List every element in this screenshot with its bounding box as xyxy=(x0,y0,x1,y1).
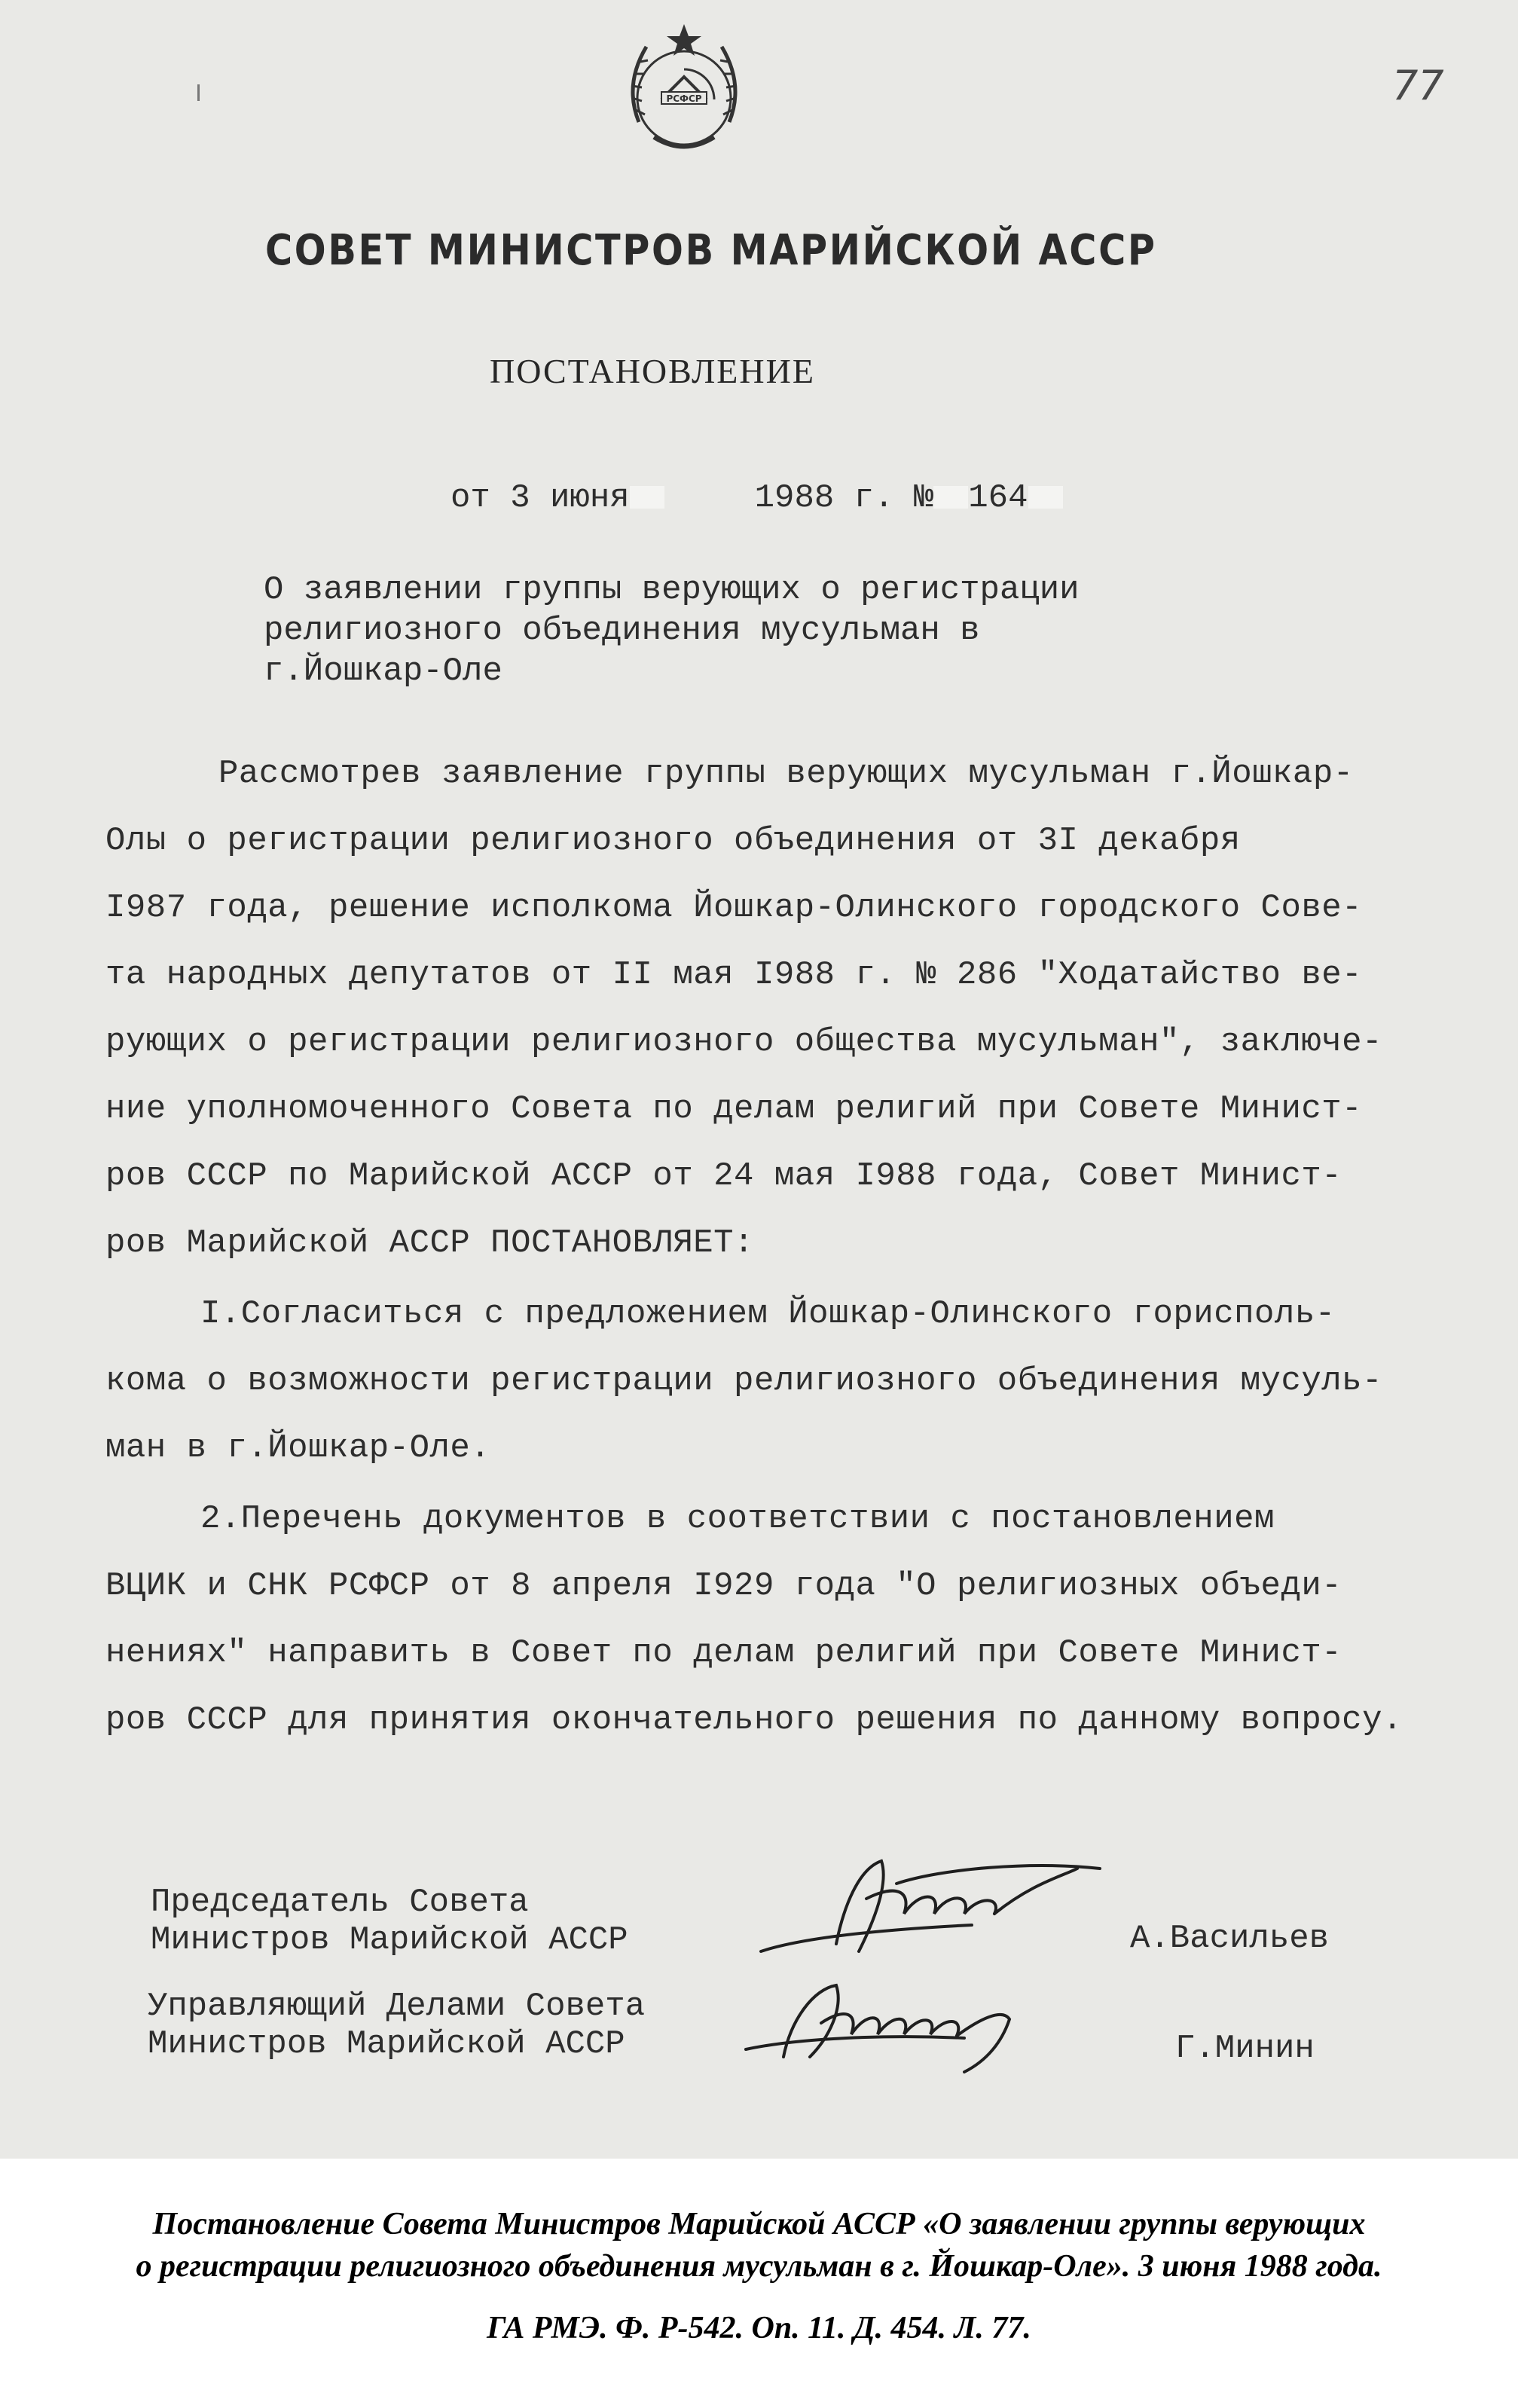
margin-mark xyxy=(197,84,200,101)
archive-source: ГА РМЭ. Ф. Р-542. Оп. 11. Д. 454. Л. 77. xyxy=(487,2311,1031,2345)
signatory-title-line: Председатель Совета xyxy=(151,1884,529,1921)
signature-minin-icon xyxy=(738,1966,1100,2079)
redaction-blot xyxy=(933,486,968,509)
body-line: I987 года, решение исполкома Йошкар-Олинского городского Сове- xyxy=(105,889,1363,927)
body-line: ров СССР по Марийской АССР от 24 мая I988 года, Совет Минист- xyxy=(105,1157,1342,1195)
body-line: Олы о регистрации религиозного объединения от 3I декабря xyxy=(105,822,1241,860)
signatory-title-line: Управляющий Делами Совета xyxy=(148,1988,646,2025)
subject-line: религиозного объединения мусульман в xyxy=(264,612,980,649)
signatory-name: Г.Минин xyxy=(1175,2030,1315,2067)
signatory-title-line: Министров Марийской АССР xyxy=(148,2025,625,2063)
body-line: нениях" направить в Совет по делам религий при Совете Минист- xyxy=(105,1634,1342,1672)
date-text: от 3 июня xyxy=(451,479,630,517)
svg-text:РСФСР: РСФСР xyxy=(666,93,702,104)
redaction-blot xyxy=(1028,486,1063,509)
document-title: ПОСТАНОВЛЕНИЕ xyxy=(490,352,815,390)
body-line: ров СССР для принятия окончательного решения по данному вопросу. xyxy=(105,1701,1403,1739)
page-number: 77 xyxy=(1392,62,1444,109)
body-line: ВЦИК и СНК РСФСР от 8 апреля I929 года "О религиозных объеди- xyxy=(105,1567,1342,1605)
signatory-title xyxy=(148,1988,645,2063)
body-line: ров Марийской АССР ПОСТАНОВЛЯЕТ: xyxy=(105,1224,754,1262)
body-line: рующих о регистрации религиозного общества мусульман", заключе- xyxy=(105,1023,1382,1061)
redaction-blot xyxy=(630,486,664,509)
caption-line: Постановление Совета Министров Марийской АССР «О заявлении группы верующих xyxy=(152,2207,1366,2241)
document-subject xyxy=(264,570,1243,692)
document-number: 164 xyxy=(968,479,1028,517)
body-line: кома о возможности регистрации религиозного объединения мусуль- xyxy=(105,1362,1382,1400)
signatory-name: А.Васильев xyxy=(1130,1920,1330,1957)
signatory-title-line: Министров Марийской АССР xyxy=(151,1921,628,1959)
body-line: 2.Перечень документов в соответствии с постановлением xyxy=(200,1500,1275,1538)
body-line: Рассмотрев заявление группы верующих мусульман г.Йошкар- xyxy=(218,755,1354,793)
signatory-title xyxy=(151,1884,628,1959)
subject-line: О заявлении группы верующих о регистрации xyxy=(264,571,1080,609)
signature-vasiliev-icon xyxy=(746,1838,1138,1974)
document-dateline xyxy=(451,479,1063,517)
body-line: та народных депутатов от II мая I988 г. № 286 "Ходатайство ве- xyxy=(105,956,1363,994)
council-name: СОВЕТ МИНИСТРОВ МАРИЙСКОЙ АССР xyxy=(265,226,1157,275)
caption-line: о регистрации религиозного объединения мусульман в г. Йошкар-Оле». 3 июня 1988 года. xyxy=(136,2249,1382,2284)
body-line: I.Согласиться с предложением Йошкар-Олинского горисполь- xyxy=(200,1295,1336,1333)
year-number-label: 1988 г. № xyxy=(754,479,934,517)
body-line: ман в г.Йошкар-Оле. xyxy=(105,1429,491,1467)
body-line: ние уполномоченного Совета по делам религий при Совете Минист- xyxy=(105,1090,1363,1128)
subject-line: г.Йошкар-Оле xyxy=(264,652,502,690)
rsfsr-emblem-icon xyxy=(609,17,759,167)
